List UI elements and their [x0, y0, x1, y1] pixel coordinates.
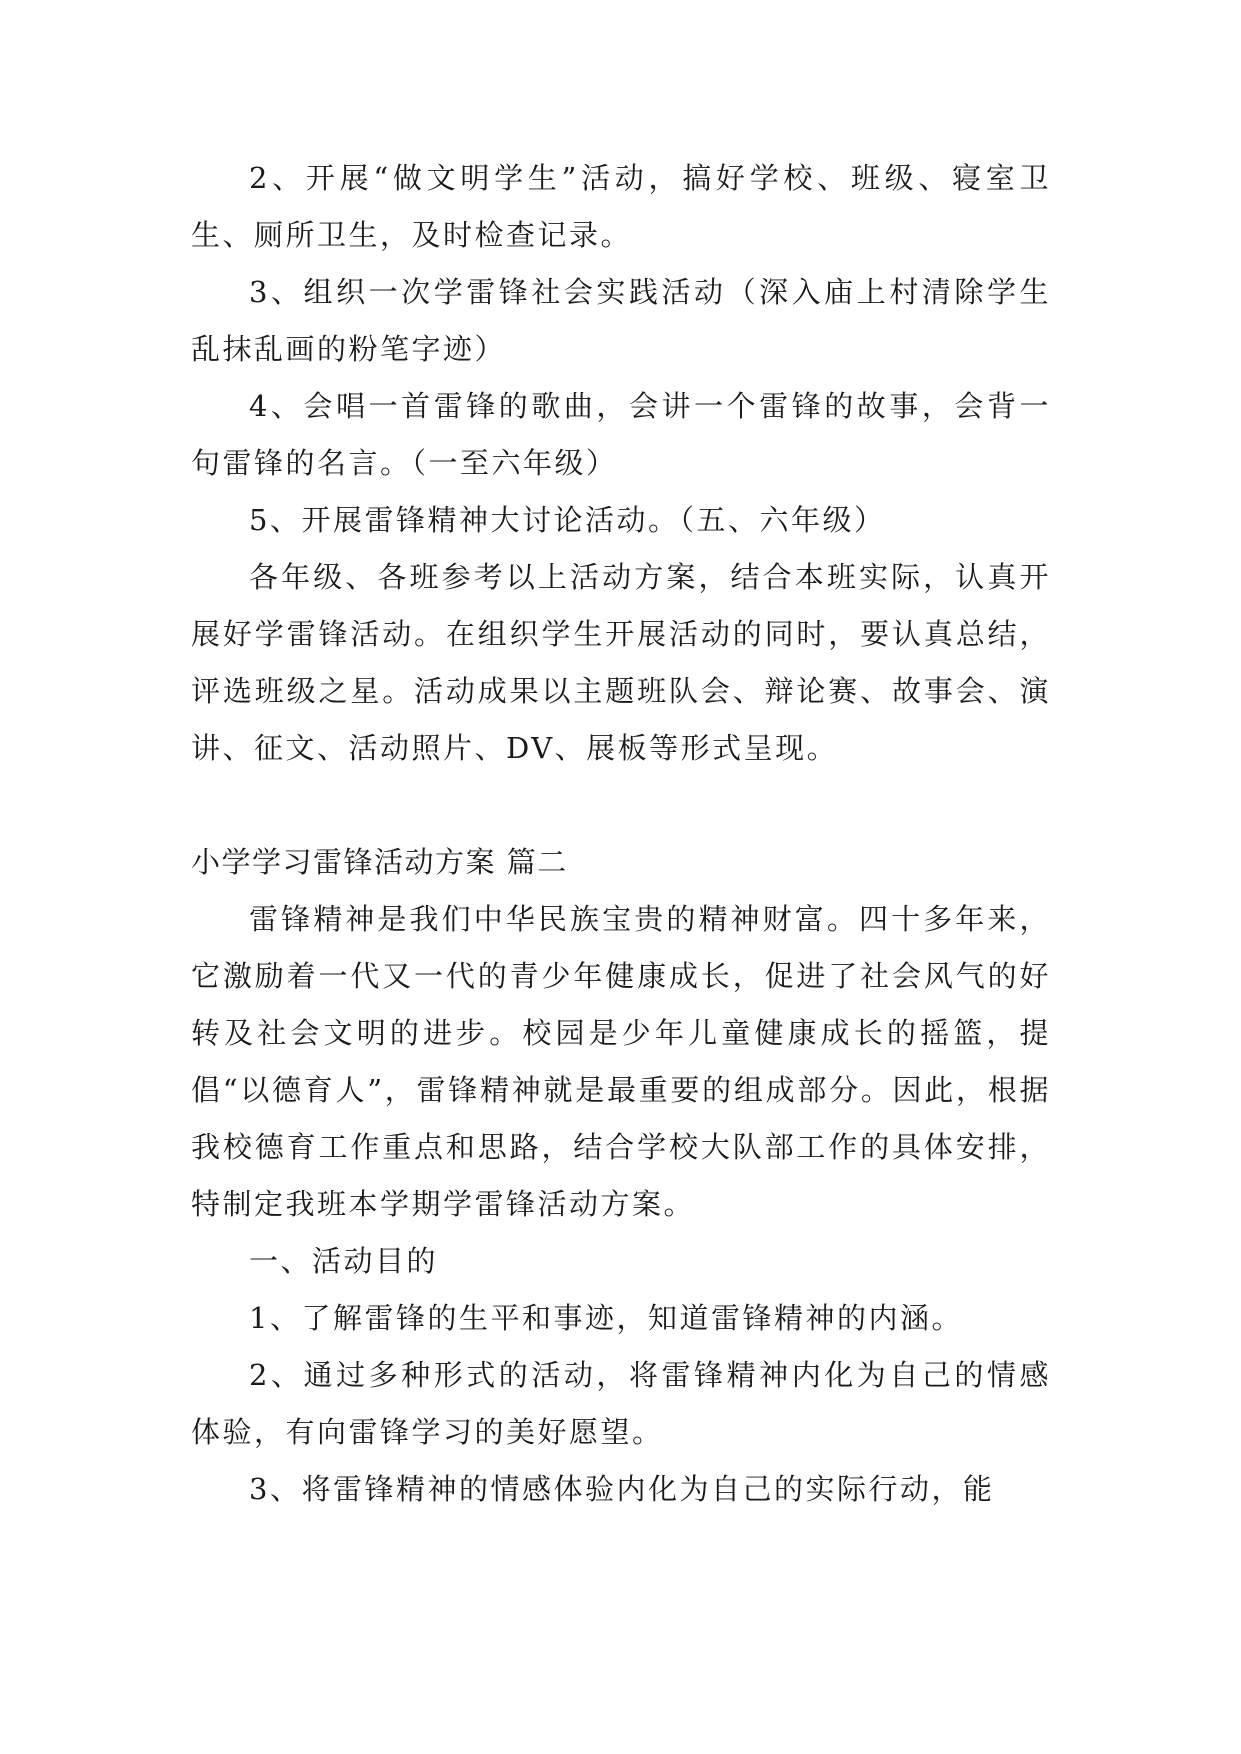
- paragraph-purpose-3: 3、将雷锋精神的情感体验内化为自己的实际行动，能: [249, 1472, 995, 1506]
- paragraph-item-4: 4、会唱一首雷锋的歌曲，会讲一个雷锋的故事，会背一句雷锋的名言。（一至六年级）: [191, 389, 1051, 480]
- paragraph-purpose-1: 1、了解雷锋的生平和事迹，知道雷锋精神的内涵。: [249, 1301, 963, 1335]
- paragraph-item-5: 5、开展雷锋精神大讨论活动。（五、六年级）: [249, 503, 886, 537]
- paragraph-intro: 雷锋精神是我们中华民族宝贵的精神财富。四十多年来，它激励着一代又一代的青少年健康成长，促进了社会风气的好转及社会文明的进步。校园是少年儿童健康成长的摇篮，提倡“以德育人”，雷锋精神就是最重要的组成部分。因此，根据我校德育工作重点和思路，结合学校大队部工作的具体安排，特制定我班本学期学雷锋活动方案。: [191, 902, 1051, 1221]
- document-body: [191, 150, 1051, 1518]
- section-title: 小学学习雷锋活动方案 篇二: [191, 845, 568, 879]
- paragraph-item-2: 2、开展“做文明学生”活动，搞好学校、班级、寝室卫生、厕所卫生，及时检查记录。: [191, 161, 1051, 252]
- paragraph-purpose-2: 2、通过多种形式的活动，将雷锋精神内化为自己的情感体验，有向雷锋学习的美好愿望。: [191, 1358, 1051, 1449]
- paragraph-summary: 各年级、各班参考以上活动方案，结合本班实际，认真开展好学雷锋活动。在组织学生开展活动的同时，要认真总结，评选班级之星。活动成果以主题班队会、辩论赛、故事会、演讲、征文、活动照片、DV、展板等形式呈现。: [191, 560, 1051, 765]
- paragraph-item-3: 3、组织一次学雷锋社会实践活动（深入庙上村清除学生乱抹乱画的粉笔字迹）: [191, 275, 1051, 366]
- paragraph-heading-purpose: 一、活动目的: [249, 1244, 439, 1278]
